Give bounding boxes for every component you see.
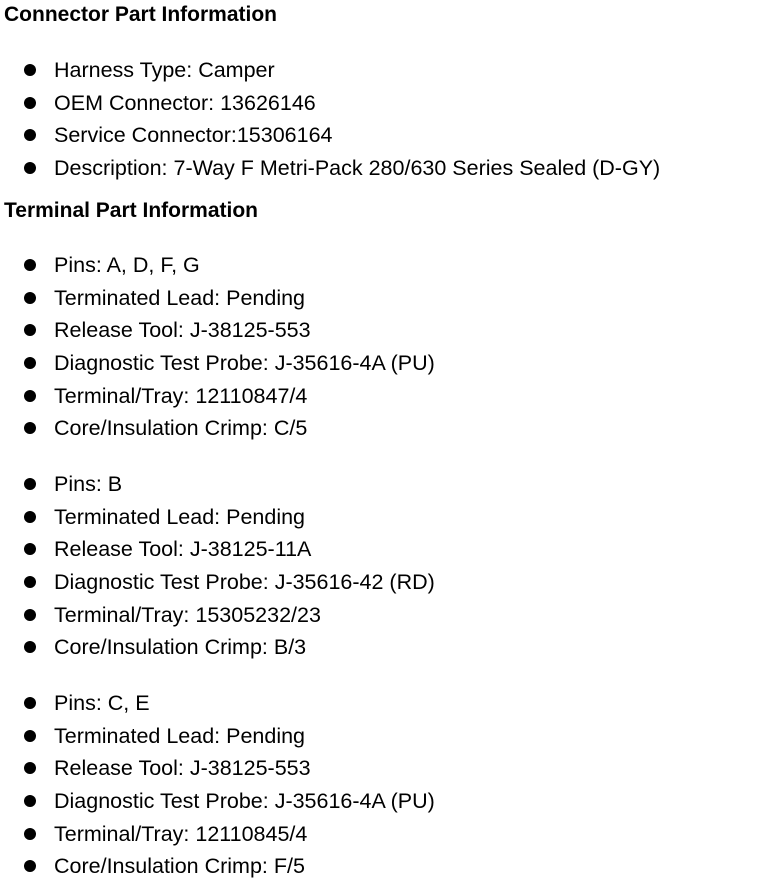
list-item xyxy=(0,724,768,757)
list-item xyxy=(0,123,768,156)
list-item xyxy=(0,286,768,319)
terminal-group-1 xyxy=(0,253,768,449)
bullet-icon xyxy=(24,641,36,653)
list-item-text: OEM Connector: 13626146 xyxy=(54,90,316,115)
list-item-text: Terminal/Tray: 12110847/4 xyxy=(54,383,308,408)
list-item-text: Description: 7-Way F Metri-Pack 280/630 Series Sealed (D-GY) xyxy=(54,156,661,181)
bullet-icon xyxy=(24,324,36,336)
list-item-text: Pins: B xyxy=(54,472,123,496)
terminal-group-3 xyxy=(0,691,768,887)
list-item xyxy=(0,635,768,668)
connector-part-list xyxy=(0,58,768,189)
list-item xyxy=(0,91,768,124)
bullet-icon xyxy=(24,357,36,369)
list-item xyxy=(0,822,768,855)
bullet-icon xyxy=(24,609,36,621)
list-item xyxy=(0,253,768,286)
list-item xyxy=(0,416,768,449)
bullet-icon xyxy=(24,129,36,141)
bullet-icon xyxy=(24,64,36,76)
list-item xyxy=(0,603,768,636)
list-item-text: Diagnostic Test Probe: J-35616-42 (RD) xyxy=(54,570,435,595)
list-item-text: Terminated Lead: Pending xyxy=(54,723,306,748)
list-item xyxy=(0,58,768,91)
list-item-text: Terminal/Tray: 12110845/4 xyxy=(54,821,308,846)
bullet-icon xyxy=(24,795,36,807)
bullet-icon xyxy=(24,511,36,523)
list-item xyxy=(0,537,768,570)
list-item-text: Terminated Lead: Pending xyxy=(54,504,306,529)
list-item-text: Core/Insulation Crimp: B/3 xyxy=(54,635,307,660)
list-item xyxy=(0,318,768,351)
list-item-text: Diagnostic Test Probe: J-35616-4A (PU) xyxy=(54,351,435,376)
list-item xyxy=(0,854,768,887)
bullet-icon xyxy=(24,162,36,174)
list-item-text: Diagnostic Test Probe: J-35616-4A (PU) xyxy=(54,789,435,814)
list-item-text: Core/Insulation Crimp: C/5 xyxy=(54,416,308,441)
bullet-icon xyxy=(24,762,36,774)
list-item xyxy=(0,472,768,505)
bullet-icon xyxy=(24,828,36,840)
list-item-text: Pins: A, D, F, G xyxy=(54,253,200,277)
list-item-text: Release Tool: J-38125-11A xyxy=(54,537,312,562)
bullet-icon xyxy=(24,478,36,490)
connector-part-heading: Connector Part Information xyxy=(4,3,278,26)
list-item xyxy=(0,351,768,384)
bullet-icon xyxy=(24,422,36,434)
bullet-icon xyxy=(24,292,36,304)
bullet-icon xyxy=(24,576,36,588)
list-item xyxy=(0,789,768,822)
list-item-text: Harness Type: Camper xyxy=(54,58,275,82)
list-item-text: Pins: C, E xyxy=(54,691,150,715)
list-item-text: Terminated Lead: Pending xyxy=(54,285,306,310)
terminal-group-2 xyxy=(0,472,768,668)
list-item xyxy=(0,505,768,538)
list-item xyxy=(0,691,768,724)
list-item-text: Release Tool: J-38125-553 xyxy=(54,756,311,781)
bullet-icon xyxy=(24,543,36,555)
list-item-text: Terminal/Tray: 15305232/23 xyxy=(54,602,321,627)
list-item-text: Release Tool: J-38125-553 xyxy=(54,318,311,343)
bullet-icon xyxy=(24,390,36,402)
bullet-icon xyxy=(24,860,36,872)
list-item-text: Core/Insulation Crimp: F/5 xyxy=(54,854,305,879)
bullet-icon xyxy=(24,730,36,742)
terminal-part-heading: Terminal Part Information xyxy=(4,199,258,222)
list-item xyxy=(0,384,768,417)
list-item xyxy=(0,156,768,189)
bullet-icon xyxy=(24,97,36,109)
list-item xyxy=(0,570,768,603)
list-item xyxy=(0,756,768,789)
bullet-icon xyxy=(24,697,36,709)
bullet-icon xyxy=(24,259,36,271)
list-item-text: Service Connector:15306164 xyxy=(54,123,333,148)
